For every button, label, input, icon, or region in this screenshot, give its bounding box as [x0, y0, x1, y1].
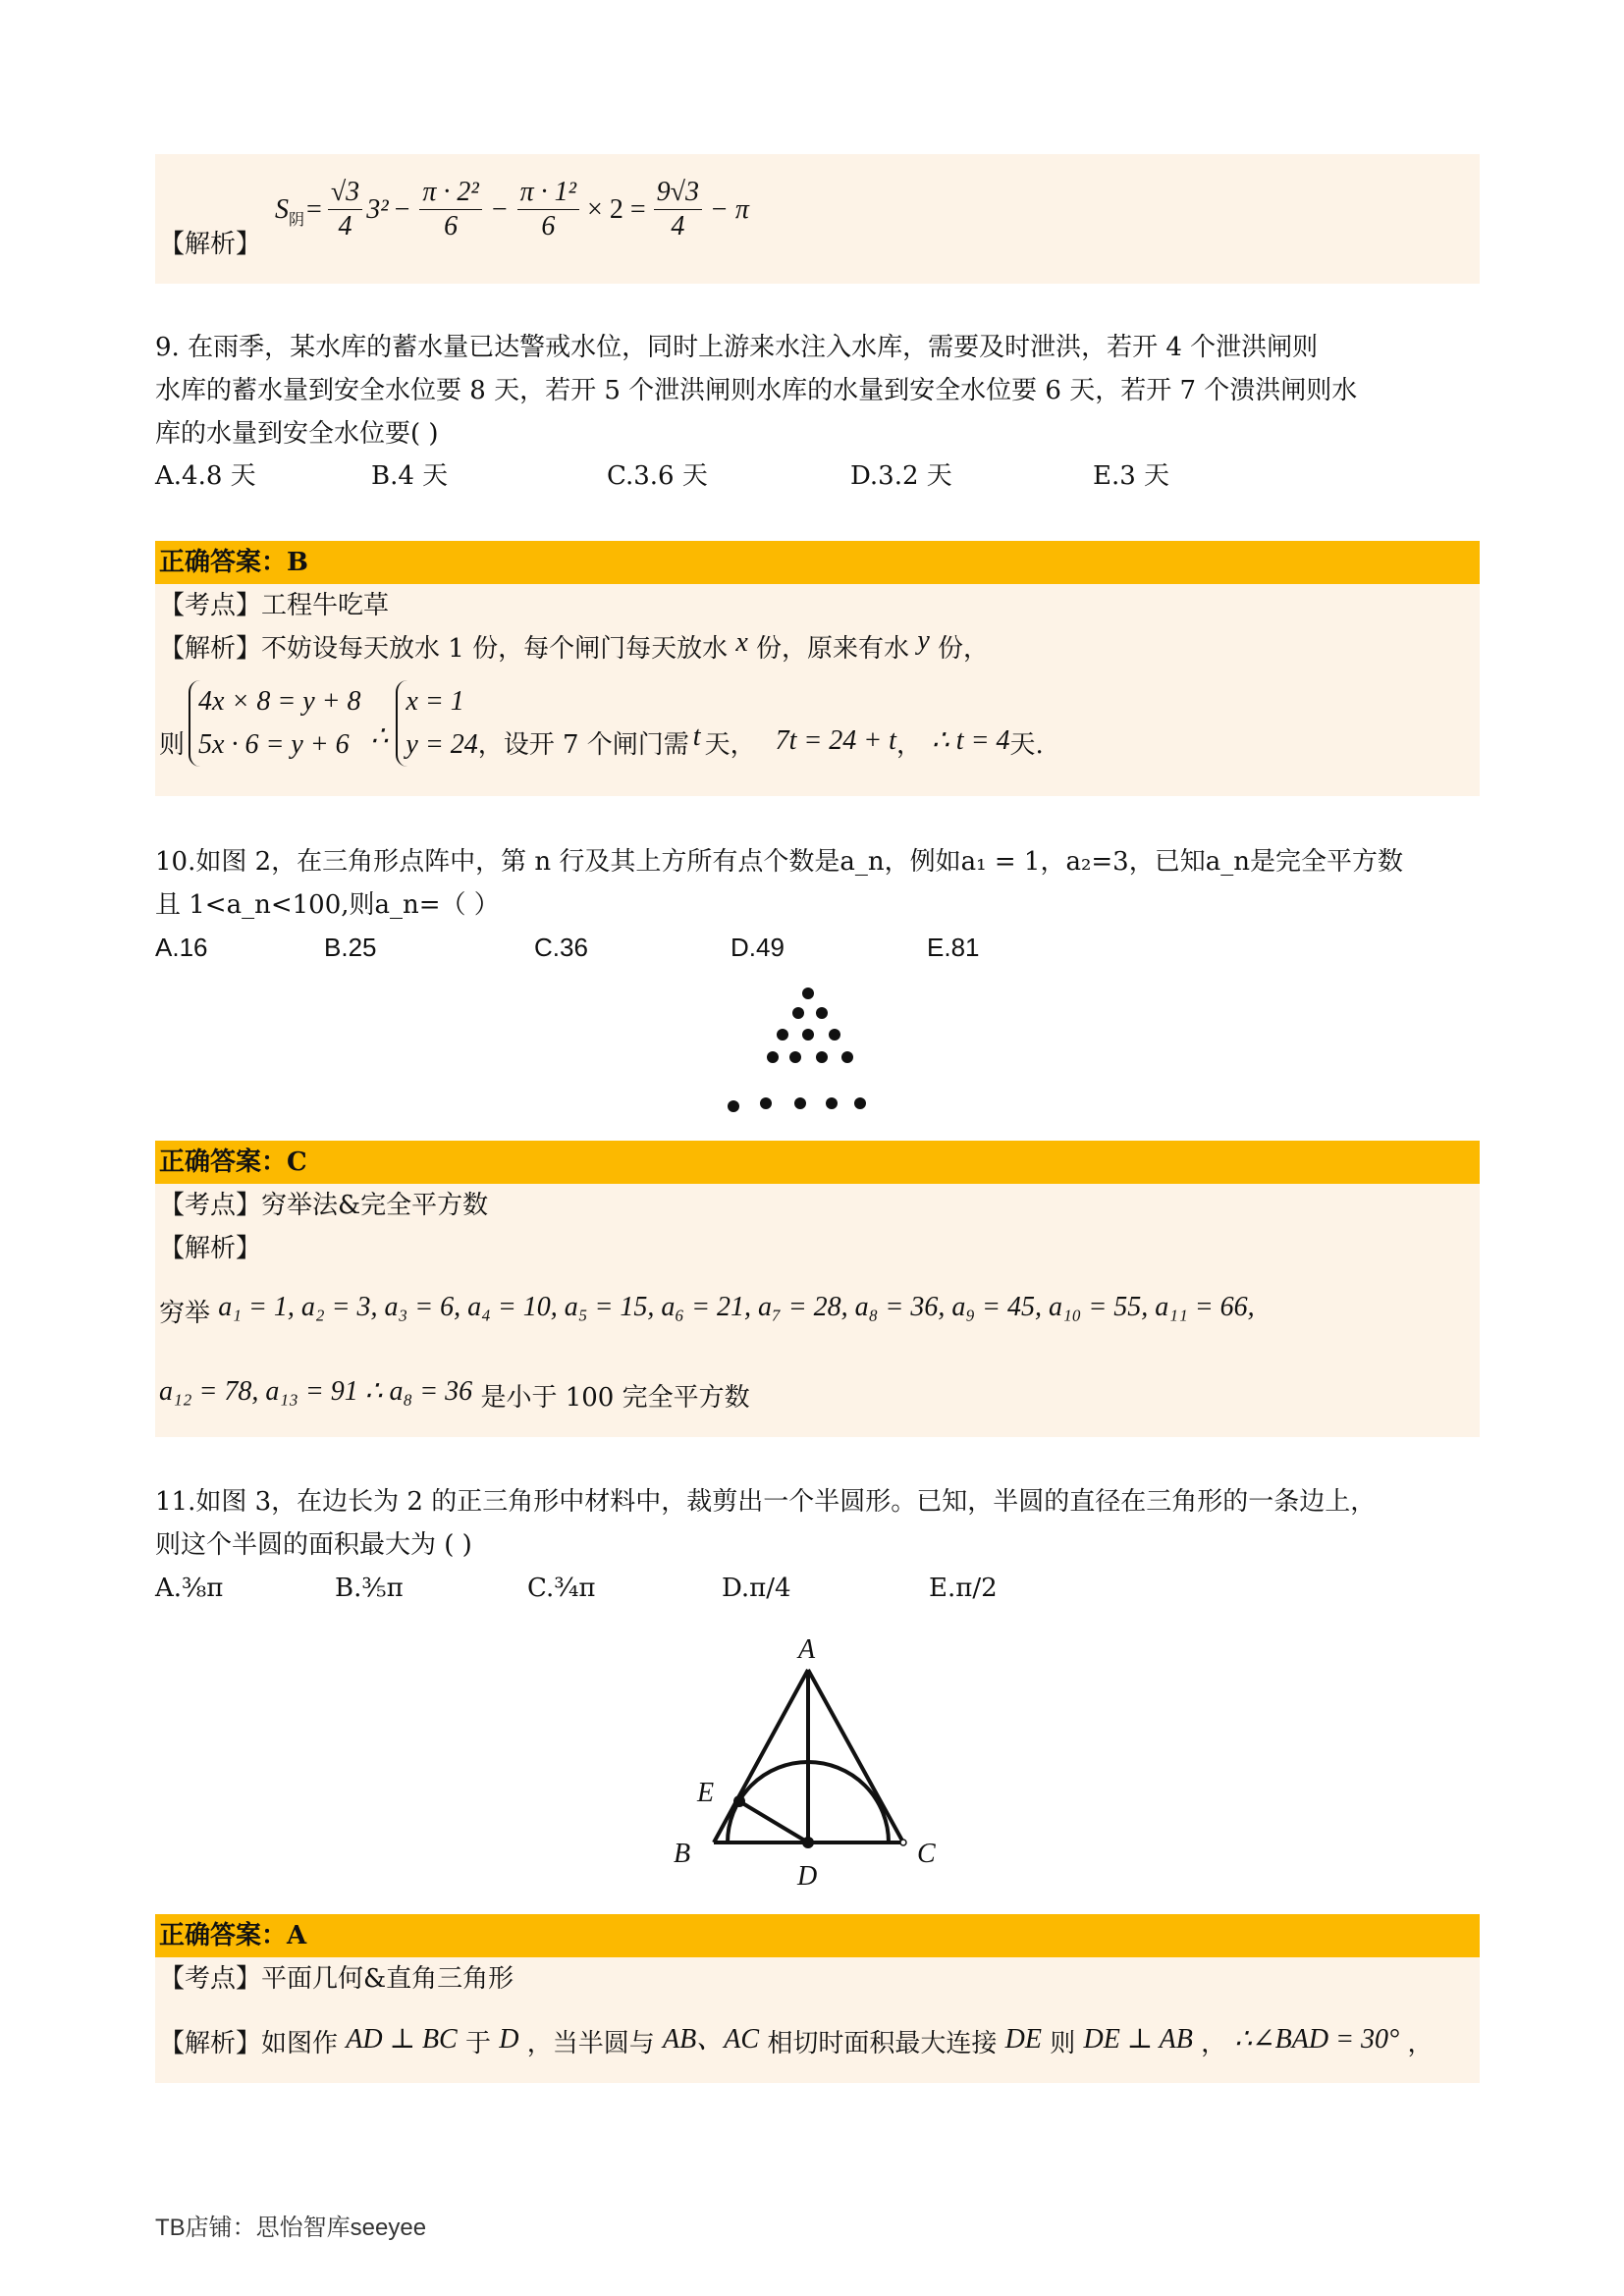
q10-option-c: C.36: [534, 933, 588, 962]
q11-point: 【考点】平面几何&直角三角形: [159, 1964, 514, 1994]
label-c: C: [917, 1839, 936, 1869]
formula-tail: − π: [710, 193, 749, 225]
term2-numerator: π · 2²: [419, 176, 481, 210]
term2-denominator: 6: [444, 211, 459, 241]
shaded-area-formula: [275, 176, 749, 243]
q9-text-line1: 9. 在雨季，某水库的蓄水量已达警戒水位，同时上游来水注入水库，需要及时泄洪，若开 4 个泄洪闸则: [155, 333, 1319, 362]
q9-analysis-box: [155, 584, 1480, 796]
footer-shop-text: TB店铺：思怡智库seeyee: [155, 2215, 427, 2241]
system2-line1: x = 1: [406, 686, 464, 717]
equation-system-2: [396, 680, 477, 767]
q9-equation-1: 7t = 24 + t: [775, 725, 896, 756]
q11-text-line1: 11.如图 3，在边长为 2 的正三角形中材料中，裁剪出一个半圆形。已知，半圆的直径在三角形的一条边上，: [155, 1487, 1377, 1517]
q11-analysis-line: [159, 2022, 1433, 2065]
q11-math-angle-bad: ∴∠BAD = 30°: [1234, 2024, 1400, 2055]
lattice-dot: [816, 1051, 828, 1063]
lattice-dot: [767, 1051, 779, 1063]
q9-equation-2: ∴ t = 4: [931, 725, 1010, 756]
point-c: [900, 1840, 906, 1845]
q11-option-c: C.¾π: [527, 1574, 596, 1603]
q11-analysis-text-c: ，当半圆与: [526, 2029, 655, 2058]
label-d: D: [797, 1861, 818, 1892]
therefore-symbol: ∴: [370, 721, 389, 752]
q10-analysis-label: 【解析】: [159, 1234, 262, 1263]
q11-math-ab-ac: AB、AC: [663, 2024, 760, 2055]
s-symbol: S: [275, 193, 289, 225]
q11-math-d: D: [499, 2024, 519, 2055]
q11-analysis-text-g: ，: [1407, 2029, 1434, 2058]
triangle-side-ac: [808, 1670, 903, 1842]
q11-analysis-text-b: 于: [464, 2029, 491, 2058]
enum-conclusion: 是小于 100 完全平方数: [480, 1383, 750, 1413]
term3-denominator: 6: [541, 211, 556, 241]
var-x: x: [735, 627, 748, 658]
system1-line2: 5x · 6 = y + 6: [198, 729, 350, 760]
var-y: y: [917, 625, 930, 656]
q9-analysis-text-c: 份，: [938, 634, 990, 664]
q11-math-de-perp-ab: DE ⊥ AB: [1083, 2024, 1193, 2055]
term1-tail: 3²: [366, 193, 389, 225]
q10-enumeration-line1: [159, 1292, 1255, 1335]
analysis-box-q8: [155, 154, 1480, 284]
q9-tail-c: 天.: [1009, 730, 1044, 760]
q10-option-d: D.49: [731, 933, 785, 962]
q11-analysis-box: [155, 1957, 1480, 2083]
q11-analysis-text-a: 【解析】如图作: [159, 2029, 339, 2058]
lattice-dot: [816, 1007, 828, 1019]
lattice-dot: [854, 1097, 866, 1109]
q9-option-b: B.4 天: [371, 461, 449, 491]
q9-text-line3: 库的水量到安全水位要( ): [155, 419, 439, 449]
then-word: 则: [159, 730, 186, 760]
lattice-dot: [826, 1097, 838, 1109]
point-e: [733, 1795, 745, 1807]
q9-option-c: C.3.6 天: [607, 461, 708, 491]
term3-numerator: π · 1²: [517, 176, 579, 210]
minus-sign-2: −: [491, 193, 508, 225]
q11-option-d: D.π/4: [722, 1574, 791, 1603]
term4-numerator: 9√3: [654, 176, 702, 210]
q9-option-d: D.3.2 天: [850, 461, 952, 491]
q10-point: 【考点】穷举法&完全平方数: [159, 1191, 489, 1220]
semicircle-in-triangle-figure: [658, 1634, 962, 1899]
lattice-dot: [794, 1097, 806, 1109]
q9-option-a: A.4.8 天: [155, 461, 256, 491]
q9-solution-line: [159, 680, 1044, 767]
lattice-dot: [760, 1097, 772, 1109]
q9-analysis-text-a: 【解析】不妨设每天放水 1 份，每个闸门每天放水: [159, 634, 729, 664]
lattice-dot: [789, 1051, 801, 1063]
q10-text-line2: 且 1<a_n<100,则a_n=（ ）: [155, 890, 500, 920]
lattice-dot: [802, 1029, 814, 1041]
q10-answer-bar: 正确答案：C: [155, 1141, 1480, 1184]
q9-text-line2: 水库的蓄水量到安全水位要 8 天，若开 5 个泄洪闸则水库的水量到安全水位要 6 天，若开 7 个溃洪闸则水: [155, 376, 1358, 405]
minus-sign-1: −: [394, 193, 410, 225]
triangle-side-ab: [714, 1670, 808, 1842]
system2-line2: y = 24: [406, 729, 478, 760]
q9-analysis-line: [159, 627, 989, 670]
q10-option-b: B.25: [324, 933, 377, 962]
q9-tail-b: 天，: [704, 730, 756, 760]
segment-de: [739, 1801, 808, 1842]
q10-text-line1: 10.如图 2，在三角形点阵中，第 n 行及其上方所有点个数是a_n，例如a₁ = 1，a₂=3，已知a_n是完全平方数: [155, 847, 1403, 877]
q11-math-de: DE: [1004, 2024, 1042, 2055]
label-e: E: [697, 1778, 715, 1808]
point-d: [802, 1837, 814, 1848]
lattice-dot: [829, 1029, 840, 1041]
q11-analysis-text-e: 则: [1050, 2029, 1076, 2058]
equals-sign: =: [306, 193, 322, 225]
q11-answer-bar: 正确答案：A: [155, 1914, 1480, 1957]
q10-option-e: E.81: [927, 933, 980, 962]
q9-tail-a: ，设开 7 个闸门需: [477, 730, 689, 760]
enum-sequence-1: a₁ = 1, a₂ = 3, a₃ = 6, a₄ = 10, a₅ = 15, a₆ = 21, a₇ = 28, a₈ = 36, a₉ = 45, a₁₀ = 55, a₁₁ = 66,: [218, 1292, 1255, 1322]
lattice-dot: [777, 1029, 788, 1041]
lattice-dot: [802, 988, 814, 999]
enum-sequence-2: a₁₂ = 78, a₁₃ = 91 ∴ a₈ = 36: [159, 1376, 473, 1407]
q11-option-a: A.⅜π: [155, 1574, 224, 1603]
q9-answer-bar: 正确答案：B: [155, 541, 1480, 584]
equation-system-1: [189, 680, 361, 767]
times-two: × 2 =: [587, 193, 646, 225]
q9-analysis-text-b: 份，原来有水: [756, 634, 910, 664]
q11-analysis-text-d: 相切时面积最大连接: [767, 2029, 998, 2058]
label-a: A: [798, 1634, 816, 1665]
q9-option-e: E.3 天: [1093, 461, 1170, 491]
system1-line1: 4x × 8 = y + 8: [198, 686, 361, 717]
var-t: t: [692, 721, 701, 752]
q9-comma: ，: [895, 730, 922, 760]
q11-option-e: E.π/2: [929, 1574, 998, 1603]
q11-analysis-text-f: ，: [1201, 2029, 1227, 2058]
lattice-dot: [841, 1051, 853, 1063]
q11-option-b: B.⅗π: [335, 1574, 404, 1603]
triangle-dot-lattice-figure: [717, 982, 913, 1119]
q10-option-a: A.16: [155, 933, 208, 962]
term1-numerator: √3: [328, 176, 362, 210]
enum-prefix: 穷举: [159, 1299, 211, 1328]
s-subscript: 阴: [289, 212, 305, 229]
q10-analysis-box: [155, 1184, 1480, 1437]
q10-enumeration-line2: [159, 1376, 750, 1419]
q11-text-line2: 则这个半圆的面积最大为 ( ): [155, 1530, 472, 1560]
term1-denominator: 4: [338, 211, 352, 241]
q9-point: 【考点】工程牛吃草: [159, 591, 390, 620]
lattice-dot: [728, 1100, 739, 1112]
lattice-dot: [792, 1007, 804, 1019]
q11-math-ad-perp-bc: AD ⊥ BC: [346, 2024, 458, 2055]
term4-denominator: 4: [671, 211, 685, 241]
label-b: B: [674, 1839, 691, 1869]
analysis-label: 【解析】: [159, 230, 262, 259]
